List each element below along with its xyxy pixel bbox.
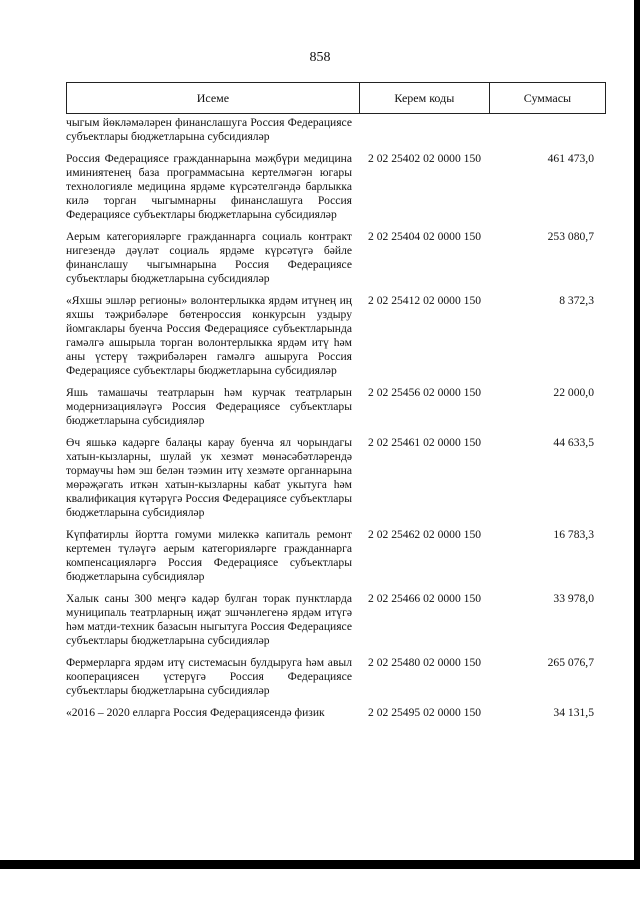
- row-code: 2 02 25495 02 0000 150: [368, 706, 482, 719]
- row-sum: 253 080,7: [547, 230, 594, 243]
- budget-table: [66, 82, 606, 720]
- row-code: 2 02 25456 02 0000 150: [368, 386, 482, 399]
- row-sum: 34 131,5: [553, 706, 594, 719]
- table-row: [66, 230, 606, 286]
- row-name: Күпфатирлы йортта гомуми милеккә капиталь ремонт кертемен түләүгә аерым категорияләрге гражданнарга компенсацияләргә Россия Федерациясе субъектлары бюджетларына субсидияләр: [66, 528, 352, 583]
- row-code: 2 02 25462 02 0000 150: [368, 528, 482, 541]
- scan-edge-right: [634, 0, 640, 869]
- row-sum: 461 473,0: [547, 152, 594, 165]
- row-sum: 33 978,0: [553, 592, 594, 605]
- table-row: [66, 152, 606, 222]
- header-sum: Суммасы: [489, 83, 606, 113]
- row-name: Яшь тамашачы театрларын һәм курчак театрларын модернизацияләүгә Россия Федерациясе субъектлары бюджетларына субсидияләр: [66, 386, 352, 427]
- row-code: 2 02 25402 02 0000 150: [368, 152, 482, 165]
- table-body: [66, 116, 606, 720]
- page-number: 858: [309, 50, 331, 65]
- row-code: [360, 116, 490, 144]
- row-sum: 22 000,0: [553, 386, 594, 399]
- row-name: Фермерларга ярдәм итү системасын булдыруга һәм авыл кооперациясен үстерүгә Россия Федерациясе субъектлары бюджетларына субсидияләр: [66, 656, 352, 697]
- row-code: 2 02 25461 02 0000 150: [368, 436, 482, 449]
- table-header: [66, 82, 606, 114]
- row-name: Аерым категорияләрге гражданнарга социаль контракт нигезендә дәүләт социаль ярдәме күрсәтүгә бәйле финанслашу чыгымнарына Россия Федерациясе субъектлары бюджетларына субсидияләр: [66, 230, 352, 285]
- row-code: 2 02 25480 02 0000 150: [368, 656, 482, 669]
- row-name: «2016 – 2020 елларга Россия Федерациясендә физик: [66, 706, 325, 719]
- table-row: [66, 592, 606, 648]
- row-sum: 8 372,3: [559, 294, 594, 307]
- row-name: Россия Федерациясе гражданнарына мәҗбүри медицина иминиятенең база программасына кертелмәгән югары технологияле медицина ярдәме күрсәтелгәндә барлыкка килә торган чыгымнарны финанслашуга Россия Федерациясе субъектлары бюджетларына субсидияләр: [66, 152, 352, 221]
- header-code: Керем коды: [359, 83, 489, 113]
- header-name: Исеме: [66, 83, 359, 113]
- table-row: [66, 116, 606, 144]
- row-name: Халык саны 300 меңгә кадәр булган торак пунктларда муниципаль театрларның иҗат эшчәнлегенә ярдәм итүгә һәм матди-техник базасын ныгытуга Россия Федерациясе субъектлары бюджетларына субсидияләр: [66, 592, 352, 647]
- row-name: чыгым йөкләмәләрен финанслашуга Россия Федерациясе субъектлары бюджетларына субсидияләр: [66, 116, 352, 143]
- row-sum: 44 633,5: [553, 436, 594, 449]
- row-code: 2 02 25466 02 0000 150: [368, 592, 482, 605]
- row-code: 2 02 25412 02 0000 150: [368, 294, 482, 307]
- table-row: [66, 706, 606, 720]
- table-row: [66, 656, 606, 698]
- table-row: [66, 294, 606, 378]
- table-row: [66, 436, 606, 520]
- scan-edge-bottom: [0, 860, 640, 869]
- row-sum: 16 783,3: [553, 528, 594, 541]
- row-code: 2 02 25404 02 0000 150: [368, 230, 482, 243]
- row-name: «Яхшы эшләр регионы» волонтерлыкка ярдәм итүнең иң яхшы тәҗрибәләре бөтенроссия конкурсын уздыру йомгаклары буенча Россия Федерациясе субъектларында гамәлгә ашырыла торган волонтерлыкка ярдәм итү һәм аны үстерү тәҗрибәләрен гамәлгә ашыруга Россия Федерациясе субъектлары бюджетларына субсидияләр: [66, 294, 352, 377]
- table-row: [66, 528, 606, 584]
- row-sum: [490, 116, 606, 144]
- table-row: [66, 386, 606, 428]
- row-sum: 265 076,7: [547, 656, 594, 669]
- row-name: Өч яшькә кадәрге балаңы карау буенча ял чорындагы хатын-кызларны, шулай ук хезмәт мөнәсәбәтләрендә тормаучы һәм эш белән тәэмин итү хезмәте органнарына мөрәҗәгать иткән хатын-кызларны кабат укытуга һәм квалификация күтәрүгә Россия Федерациясе субъектлары бюджетларына субсидияләр: [66, 436, 352, 519]
